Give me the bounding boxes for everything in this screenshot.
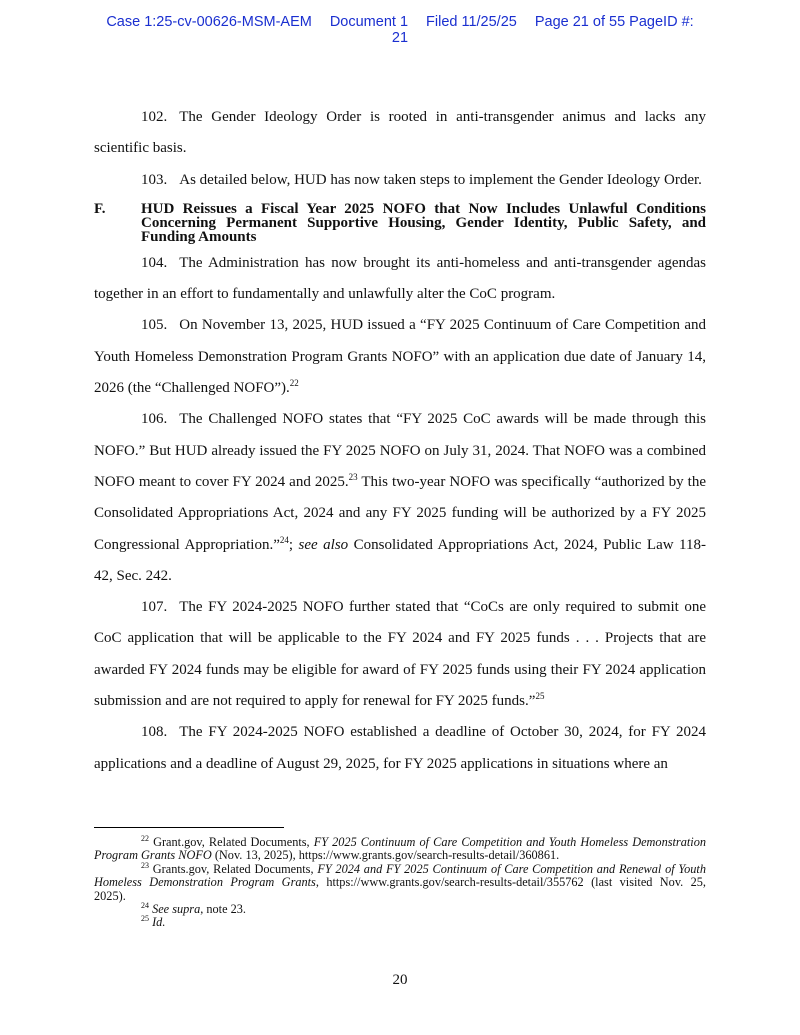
footnote-22: $^{22}$ Grant.gov, Related Documents, FY 2025 Continuum of Care Competition and Youth Homeless Demonstration Program Grants NOFO (Nov. 13, 2025), https://www.grants.gov/search-results-detail/360861. bbox=[94, 833, 706, 863]
paragraph-104: 104. The Administration has now brought its anti-homeless and anti-transgender agendas together in an effort to fundamentally and unlawfully alter the CoC program. bbox=[94, 254, 706, 303]
paragraph-103: 103. As detailed below, HUD has now taken steps to implement the Gender Ideology Order. bbox=[141, 171, 702, 188]
section-heading: F. HUD Reissues a Fiscal Year 2025 NOFO that Now Includes Unlawful Conditions Concerning Permanent Supportive Housing, Gender Identity, Public Safety, and Funding Amounts bbox=[94, 200, 706, 245]
page-id-continued: 21 bbox=[391, 30, 409, 46]
footnote-ref: 25 bbox=[535, 691, 545, 702]
footnote-ref: 24 bbox=[279, 534, 289, 545]
paragraph-108: 108. The FY 2024-2025 NOFO established a deadline of October 30, 2024, for FY 2024 applications and a deadline of August 29, 2025, for FY 2025 applications in situations where an bbox=[94, 724, 706, 772]
paragraph-105: 105. On November 13, 2025, HUD issued a “FY 2025 Continuum of Care Competition and Youth Homeless Demonstration Program Grants NOFO” with an application due date of January 14, 2026 (the “Challenged NOFO”).$^{22}$ bbox=[94, 317, 706, 397]
document-number: Document 1 bbox=[329, 14, 409, 30]
footnotes bbox=[94, 833, 707, 930]
footnote-ref: 23 bbox=[348, 471, 358, 482]
paragraph-107: 107. The FY 2024-2025 NOFO further stated that “CoCs are only required to submit one CoC application that will be applicable to the FY 2024 and FY 2025 funds . . . Projects that are awarded FY 2024 funds may be eligible for award of FY 2025 funds using their FY 2024 application submission and are not required to apply for renewal for FY 2025 funds.”$^{25}$ bbox=[94, 599, 706, 710]
ecf-header bbox=[0, 14, 800, 46]
footnote-24: $^{24}$ See supra, note 23. bbox=[141, 900, 246, 917]
paragraph-106: 106. The Challenged NOFO states that “FY 2025 CoC awards will be made through this NOFO.” But HUD already issued the FY 2025 NOFO on July 31, 2024. That NOFO was a combined NOFO meant to cover FY 2024 and 2025.23 This two-year NOFO was specifically “authorized by the Consolidated Appropriations Act, 2024 and any FY 2025 funding will be authorized by a FY 2025 Congressional Appropriation.”$^{24}$; see also Consolidated Appropriations Act, 2024, Public Law 118-42, Sec. 242. bbox=[94, 411, 706, 584]
footnote-23: $^{23}$ Grants.gov, Related Documents, FY 2024 and FY 2025 Continuum of Care Competition and Renewal of Youth Homeless Demonstration Program Grants, https://www.grants.gov/search-results-detail/355762 (last visited Nov. 25, 2025). bbox=[94, 860, 707, 903]
case-number: Case 1:25-cv-00626-MSM-AEM bbox=[106, 14, 312, 30]
filed-date: Filed 11/25/25 bbox=[426, 14, 517, 30]
footnote-ref: 22 bbox=[289, 378, 299, 389]
page-id: Page 21 of 55 PageID #: bbox=[534, 14, 694, 30]
paragraph-102: 102. The Gender Ideology Order is rooted in anti-transgender animus and lacks any scientific basis. bbox=[94, 109, 706, 157]
page-number: 20 bbox=[392, 972, 408, 988]
footnote-divider bbox=[94, 827, 284, 828]
document-body bbox=[94, 102, 706, 780]
footnote-25: $^{25}$ Id. bbox=[141, 914, 166, 930]
